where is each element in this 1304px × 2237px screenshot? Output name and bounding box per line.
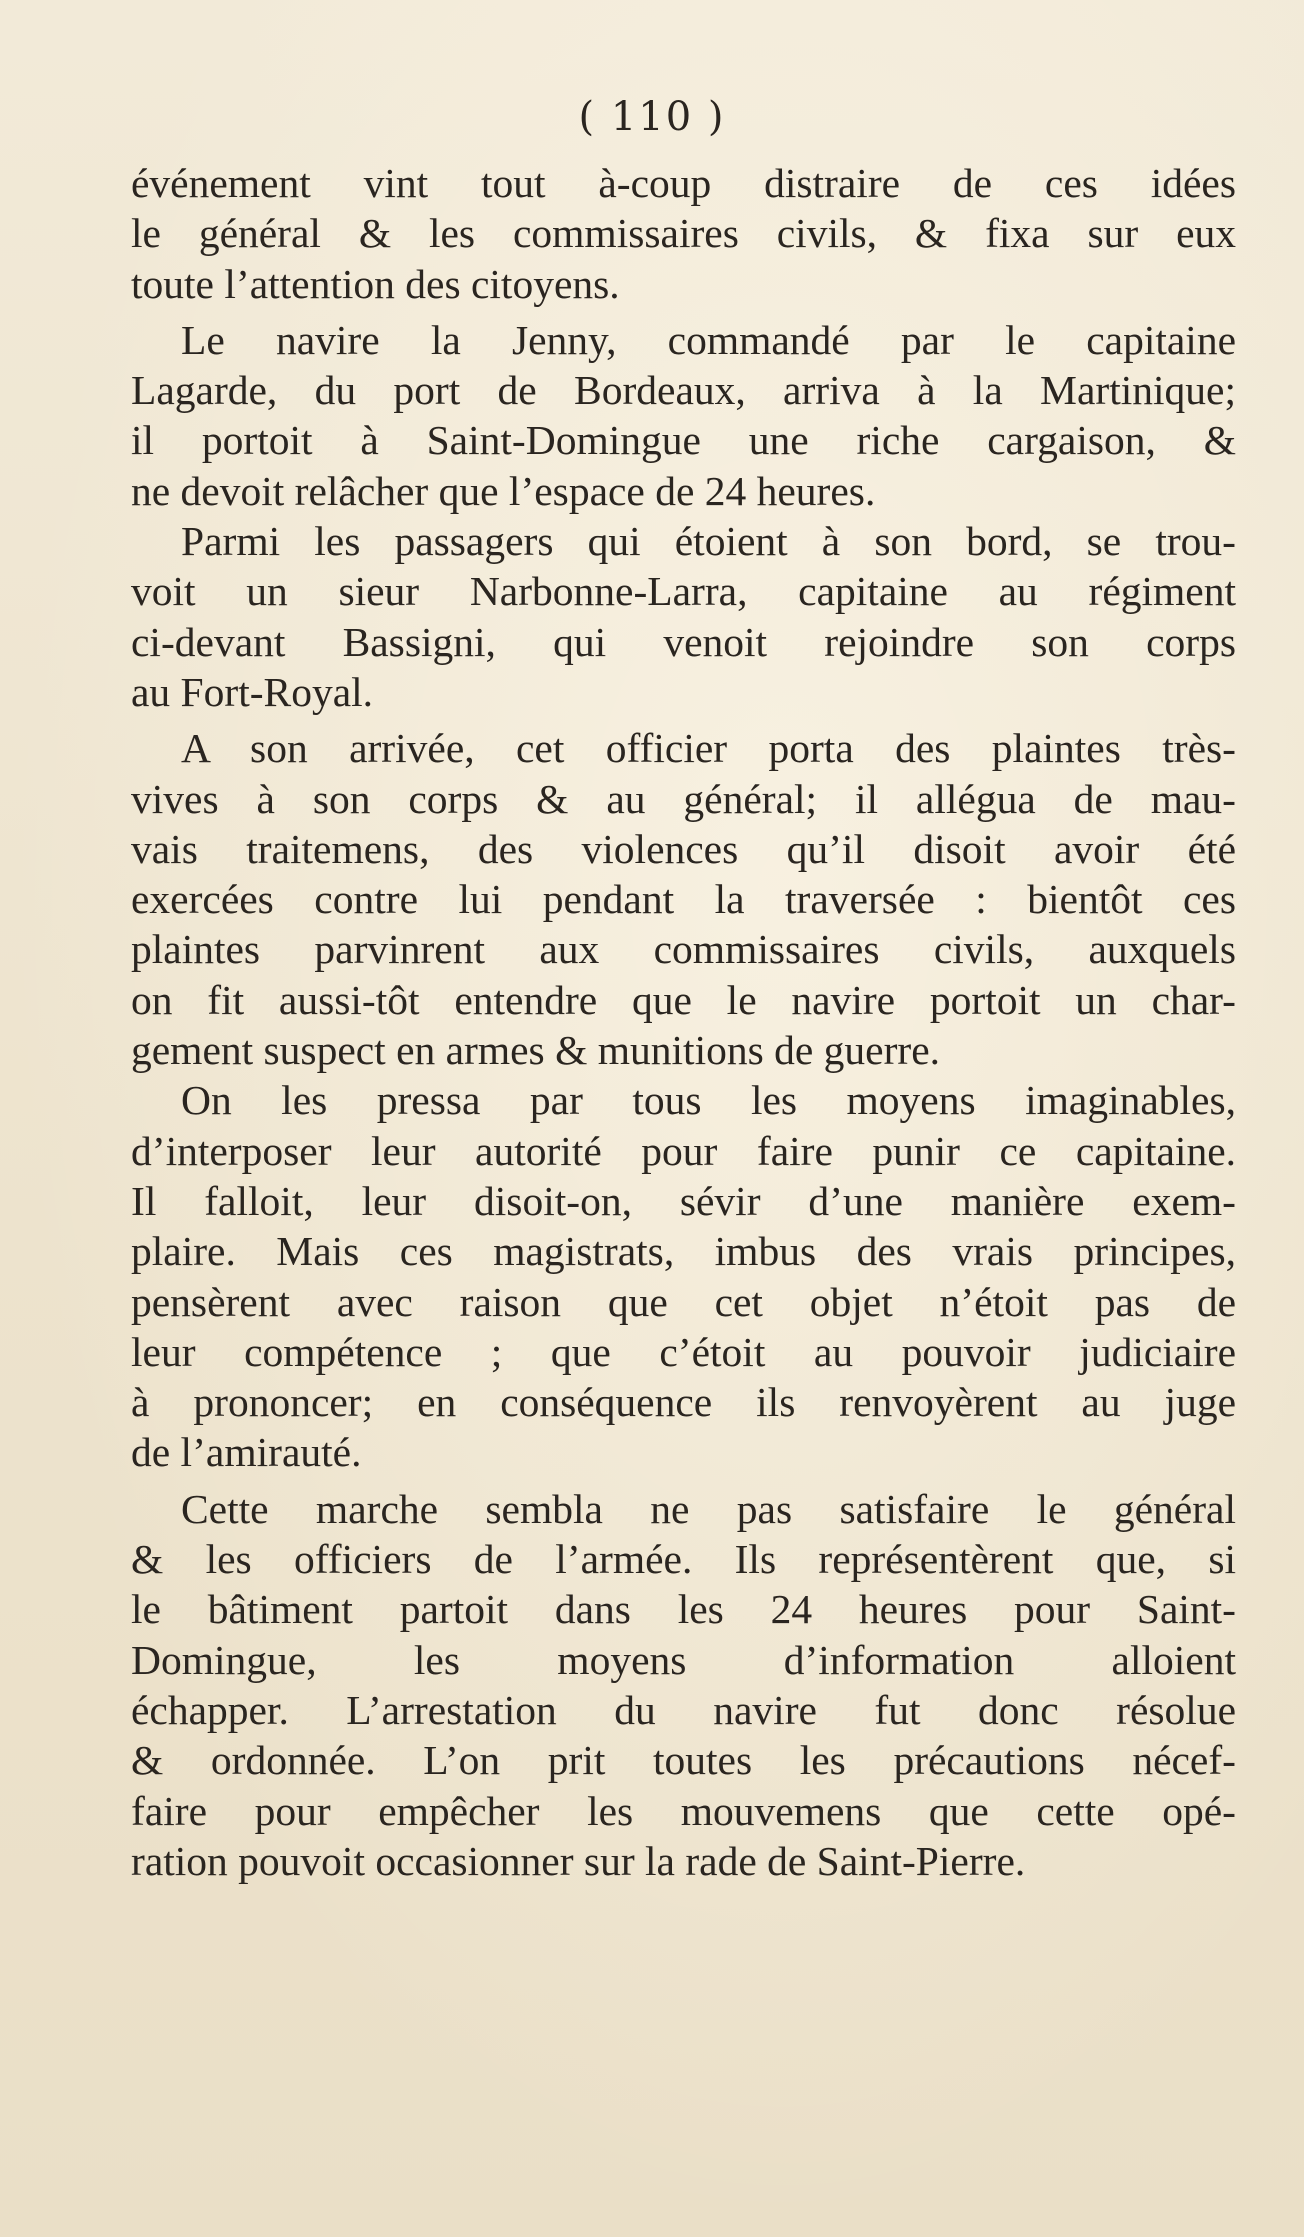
paragraph-2 (131, 315, 1236, 516)
paragraph-3 (131, 516, 1236, 717)
text-line: le général & les commissaires civils, & fixa sur eux (131, 210, 1236, 257)
text-line: Il falloit, leur disoit-on, sévir d’une manière exem- (131, 1177, 1236, 1224)
text-line: ci-devant Bassigni, qui venoit rejoindre son corps (131, 618, 1236, 665)
text-line: exercées contre lui pendant la traversée : bientôt ces (131, 876, 1236, 923)
text-line: on fit aussi-tôt entendre que le navire portoit un char- (131, 976, 1236, 1023)
text-line: voit un sieur Narbonne-Larra, capitaine au régiment (131, 568, 1236, 615)
text-line: & les officiers de l’armée. Ils représentèrent que, si (131, 1536, 1236, 1583)
text-line: Lagarde, du port de Bordeaux, arriva à la Martinique; (131, 367, 1236, 414)
text-line: On les pressa par tous les moyens imaginables, (181, 1077, 1236, 1124)
text-line: événement vint tout à-coup distraire de ces idées (131, 160, 1236, 206)
text-line: A son arrivée, cet officier porta des plaintes très- (181, 725, 1236, 772)
text-line: faire pour empêcher les mouvemens que cette opé- (131, 1787, 1236, 1834)
text-line: échapper. L’arrestation du navire fut donc résolue (131, 1686, 1236, 1733)
paragraph-6 (131, 1484, 1236, 1886)
page-number-header: ( 110 ) (578, 94, 726, 140)
text-line: au Fort-Royal. (131, 668, 374, 715)
paragraph-5 (131, 1075, 1236, 1477)
text-line: ne devoit relâcher que l’espace de 24 heures. (131, 467, 876, 514)
text-line: Cette marche sembla ne pas satisfaire le général (181, 1485, 1236, 1532)
text-line: & ordonnée. L’on prit toutes les précautions nécef- (131, 1737, 1236, 1784)
body-text (131, 158, 1236, 1886)
text-line: à prononcer; en conséquence ils renvoyèrent au juge (131, 1379, 1236, 1426)
paragraph-4 (131, 723, 1236, 1075)
paragraph-1 (131, 158, 1236, 309)
text-line: pensèrent avec raison que cet objet n’étoit pas de (131, 1278, 1236, 1325)
text-line: d’interposer leur autorité pour faire punir ce capitaine. (131, 1127, 1236, 1174)
text-line: toute l’attention des citoyens. (131, 260, 620, 307)
text-line: il portoit à Saint-Domingue une riche cargaison, & (131, 417, 1236, 464)
text-line: vais traitemens, des violences qu’il disoit avoir été (131, 825, 1236, 872)
text-line: de l’amirauté. (131, 1429, 362, 1476)
text-line: ration pouvoit occasionner sur la rade de Saint-Pierre. (131, 1837, 1026, 1884)
text-line: plaire. Mais ces magistrats, imbus des vrais principes, (131, 1228, 1236, 1275)
text-line: gement suspect en armes & munitions de guerre. (131, 1027, 941, 1074)
text-line: Parmi les passagers qui étoient à son bord, se trou- (181, 518, 1236, 565)
text-line: le bâtiment partoit dans les 24 heures pour Saint- (131, 1586, 1236, 1633)
text-line: vives à son corps & au général; il allégua de mau- (131, 775, 1236, 822)
text-line: Le navire la Jenny, commandé par le capitaine (181, 316, 1236, 363)
text-line: plaintes parvinrent aux commissaires civils, auxquels (131, 926, 1236, 973)
text-line: Domingue, les moyens d’information alloient (131, 1636, 1236, 1683)
text-line: leur compétence ; que c’étoit au pouvoir judiciaire (131, 1328, 1236, 1375)
